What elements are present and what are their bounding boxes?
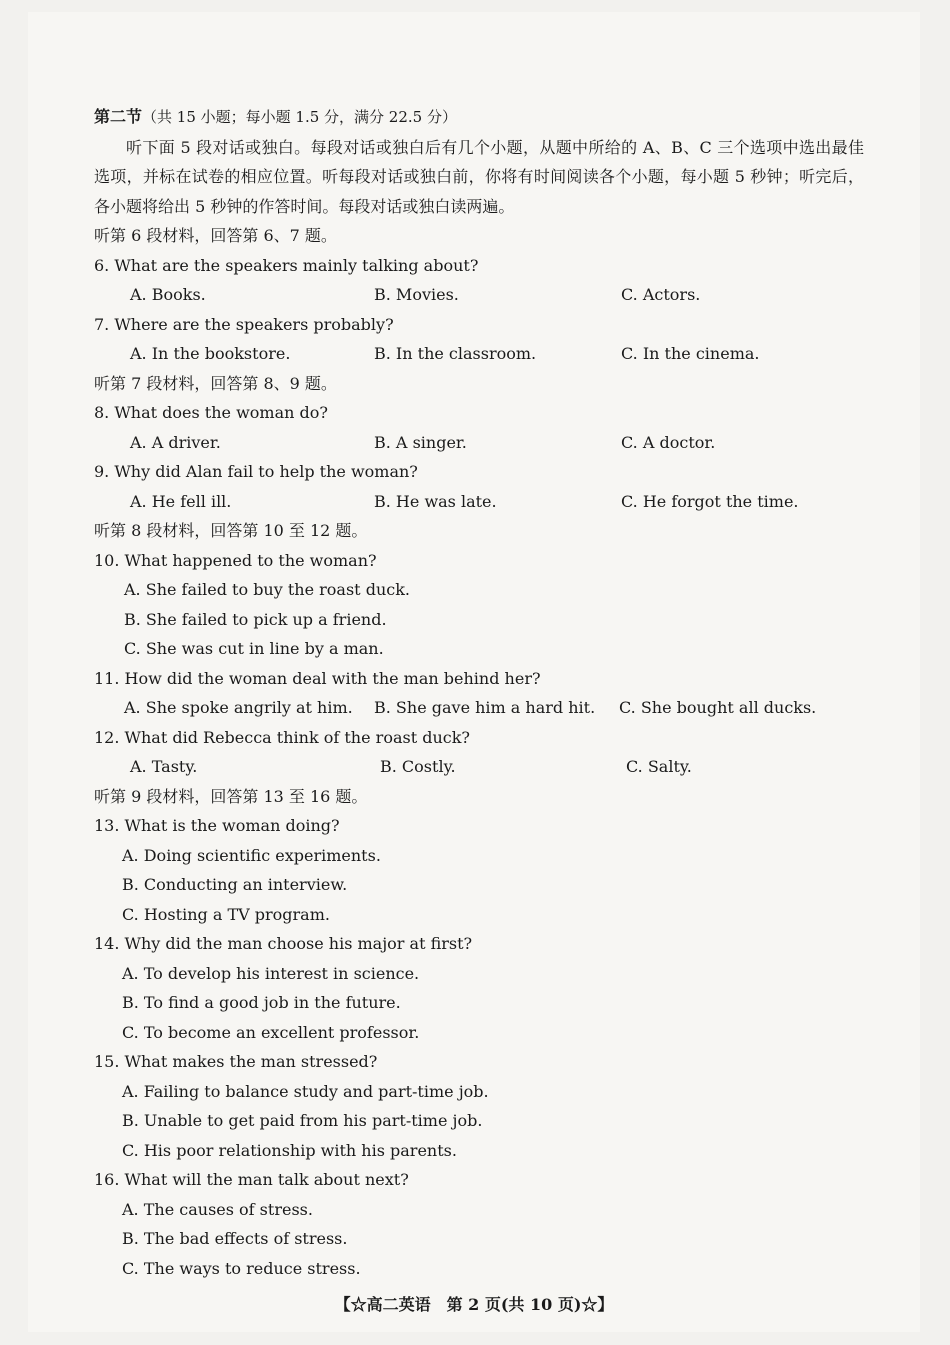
option-row bbox=[94, 339, 864, 369]
option-a: A. He fell ill. bbox=[130, 491, 232, 511]
option-a: A. Failing to balance study and part-time job. bbox=[122, 1081, 489, 1101]
option-a: A. To develop his interest in science. bbox=[122, 963, 420, 983]
exam-page bbox=[28, 12, 920, 1332]
question-stem: 11. How did the woman deal with the man behind her? bbox=[94, 668, 541, 688]
option-row bbox=[94, 280, 864, 310]
option-b: B. She failed to pick up a friend. bbox=[124, 609, 387, 629]
section-heading bbox=[94, 102, 864, 133]
option-a: A. A driver. bbox=[130, 432, 221, 452]
option-a: A. Books. bbox=[130, 285, 206, 304]
option-a: A. Doing scientific experiments. bbox=[122, 845, 381, 865]
option-c: C. She bought all ducks. bbox=[619, 698, 817, 717]
option-c: C. The ways to reduce stress. bbox=[122, 1258, 361, 1278]
exam-content bbox=[94, 102, 864, 1283]
question-stem: 9. Why did Alan fail to help the woman? bbox=[94, 462, 418, 481]
option-c: C. He forgot the time. bbox=[621, 491, 799, 511]
option-c: C. She was cut in line by a man. bbox=[124, 639, 384, 658]
option-a: A. Tasty. bbox=[130, 757, 198, 776]
option-b: B. Movies. bbox=[374, 285, 459, 304]
section-title: 第二节 bbox=[94, 107, 143, 126]
group-heading: 听第 8 段材料，回答第 10 至 12 题。 bbox=[94, 521, 368, 540]
question-stem: 14. Why did the man choose his major at first? bbox=[94, 934, 473, 953]
option-b: B. Unable to get paid from his part-time job. bbox=[122, 1111, 483, 1130]
question-stem: 12. What did Rebecca think of the roast duck? bbox=[94, 727, 470, 747]
option-b: B. Conducting an interview. bbox=[122, 875, 348, 894]
option-b: B. In the classroom. bbox=[374, 344, 537, 363]
option-c: C. Hosting a TV program. bbox=[122, 904, 330, 924]
option-a: A. In the bookstore. bbox=[130, 344, 291, 363]
group-heading: 听第 7 段材料，回答第 8、9 题。 bbox=[94, 373, 337, 393]
option-row bbox=[94, 487, 864, 517]
option-b: B. He was late. bbox=[374, 491, 497, 511]
question-stem: 8. What does the woman do? bbox=[94, 403, 328, 422]
option-b: B. A singer. bbox=[374, 432, 467, 452]
option-row bbox=[94, 693, 864, 723]
option-a: A. She failed to buy the roast duck. bbox=[124, 580, 410, 599]
option-row bbox=[94, 752, 864, 782]
option-a: A. She spoke angrily at him. bbox=[124, 698, 353, 717]
option-a: A. The causes of stress. bbox=[122, 1199, 313, 1219]
option-c: C. Salty. bbox=[626, 757, 692, 776]
option-b: B. Costly. bbox=[380, 757, 456, 776]
group-heading: 听第 6 段材料，回答第 6、7 题。 bbox=[94, 226, 337, 245]
option-b: B. She gave him a hard hit. bbox=[374, 698, 596, 717]
option-c: C. A doctor. bbox=[621, 432, 716, 452]
question-stem: 6. What are the speakers mainly talking about? bbox=[94, 255, 479, 275]
option-b: B. The bad effects of stress. bbox=[122, 1229, 348, 1248]
option-c: C. His poor relationship with his parents. bbox=[122, 1140, 457, 1160]
question-stem: 10. What happened to the woman? bbox=[94, 550, 377, 570]
question-stem: 13. What is the woman doing? bbox=[94, 816, 340, 835]
page-footer: 【☆高二英语 第 2 页(共 10 页)☆】 bbox=[334, 1295, 614, 1314]
option-c: C. To become an excellent professor. bbox=[122, 1022, 420, 1042]
section-instructions: 听下面 5 段对话或独白。每段对话或独白后有几个小题，从题中所给的 A、B、C 三个选项中选出最佳选项，并标在试卷的相应位置。听每段对话或独白前，你将有时间阅读各个小题，每小题 5 秒钟；听完后，各小题将给出 5 秒钟的作答时间。每段对话或独白读两遍。 bbox=[94, 137, 864, 216]
question-stem: 15. What makes the man stressed? bbox=[94, 1052, 378, 1071]
section-note: （共 15 小题；每小题 1.5 分，满分 22.5 分） bbox=[142, 108, 457, 126]
question-stem: 7. Where are the speakers probably? bbox=[94, 314, 394, 334]
option-row bbox=[94, 428, 864, 458]
option-c: C. Actors. bbox=[621, 285, 701, 304]
question-stem: 16. What will the man talk about next? bbox=[94, 1170, 409, 1189]
group-heading: 听第 9 段材料，回答第 13 至 16 题。 bbox=[94, 786, 368, 806]
option-c: C. In the cinema. bbox=[621, 344, 760, 363]
option-b: B. To find a good job in the future. bbox=[122, 993, 401, 1012]
